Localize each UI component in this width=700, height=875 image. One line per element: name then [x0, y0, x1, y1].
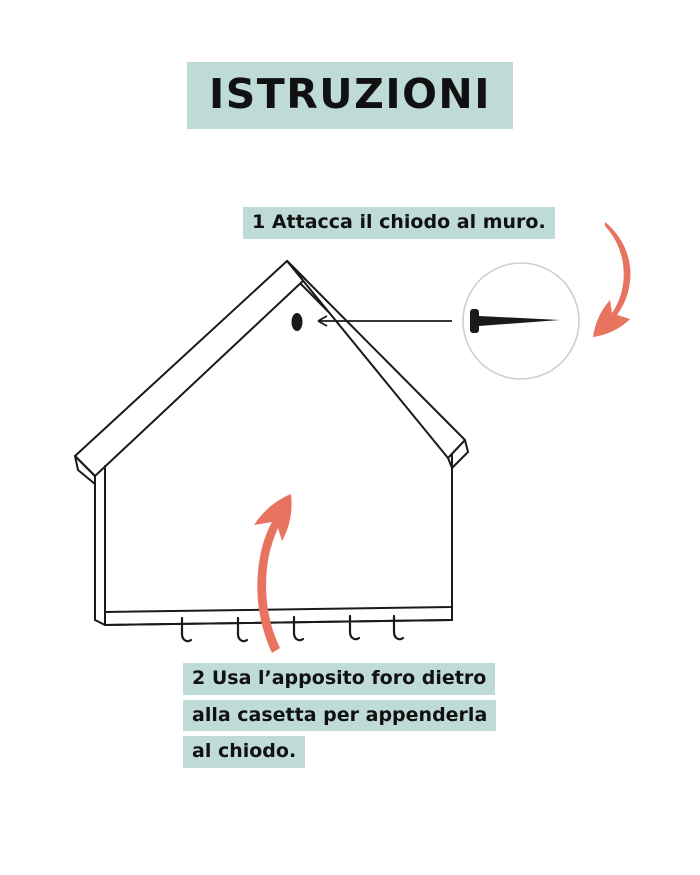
step-2-line-2: alla casetta per appenderla: [183, 700, 496, 732]
step-2-line-1: 2 Usa l’apposito foro dietro: [183, 663, 495, 695]
step-2-callout: [183, 663, 496, 773]
step-2-line-3: al chiodo.: [183, 736, 305, 768]
page-title: ISTRUZIONI: [187, 62, 513, 129]
key-hooks: [182, 616, 403, 641]
curved-arrow-top: [593, 222, 630, 337]
curved-arrow-bottom: [254, 494, 292, 653]
pointer-line: [318, 316, 452, 326]
hanging-hole: [292, 313, 303, 331]
step-1-line-1: 1 Attacca il chiodo al muro.: [243, 207, 555, 239]
nail-icon: [470, 309, 560, 333]
page-title-wrap: [0, 62, 700, 129]
nail-detail-circle: [463, 263, 579, 379]
house-shaped-wall-hanger: [75, 261, 468, 625]
step-1-callout: [243, 207, 555, 244]
